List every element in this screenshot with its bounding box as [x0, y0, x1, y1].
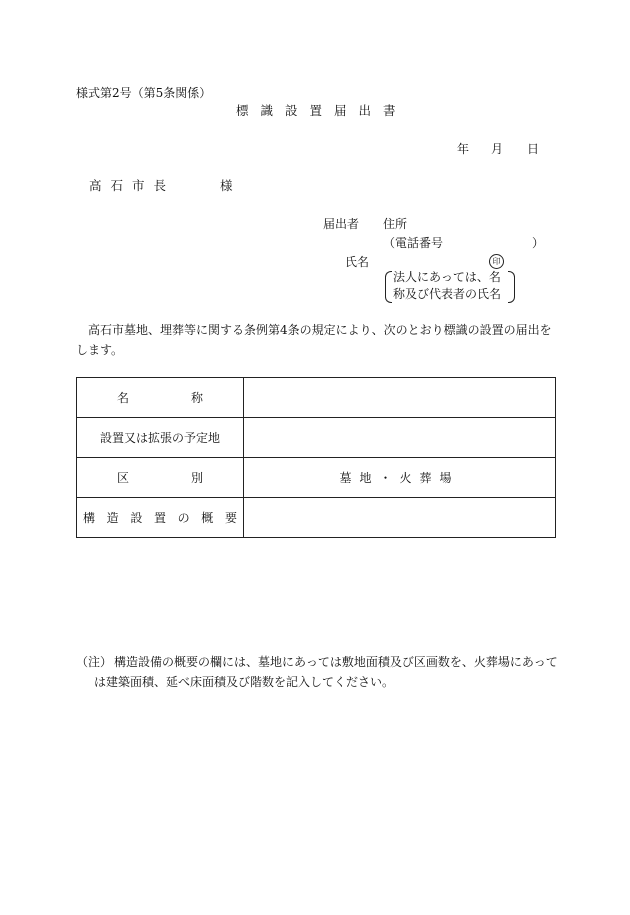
- structure-row-label: [77, 498, 244, 538]
- table-row: [77, 458, 556, 498]
- location-row-value[interactable]: [244, 418, 556, 458]
- label-part: 置: [153, 511, 166, 525]
- category-row-value[interactable]: 墓地・火葬場: [244, 458, 556, 498]
- corp-note-line1: 法人にあっては、名: [393, 270, 501, 284]
- addressee-name: 高石市長: [89, 178, 176, 193]
- label-part: 要: [224, 511, 237, 525]
- name-row-value[interactable]: [244, 378, 556, 418]
- label-part: の: [177, 511, 190, 525]
- phone-close-paren: ）: [532, 236, 545, 250]
- phone-label: （電話番号: [383, 236, 444, 250]
- structure-row-value[interactable]: [244, 498, 556, 538]
- notification-table: [76, 377, 556, 538]
- note-line2: は建築面積、延べ床面積及び階数を記入してください。: [94, 675, 395, 689]
- note-line1: 構造設備の概要の欄には、墓地にあっては敷地面積及び区画数を、火葬場にあって: [114, 655, 558, 669]
- addressee-honorific: 様: [220, 178, 233, 193]
- label-part: 別: [190, 471, 203, 485]
- label-part: 造: [106, 511, 119, 525]
- label-part: 称: [190, 391, 203, 405]
- date-year-label: 年: [457, 142, 470, 156]
- left-bracket: [385, 271, 392, 303]
- label-part: 概: [201, 511, 214, 525]
- date-day-label: 日: [527, 142, 540, 156]
- date-month-label: 月: [491, 142, 504, 156]
- right-bracket: [508, 271, 515, 303]
- label-part: 名: [117, 391, 130, 405]
- corp-note-line2: 称及び代表者の氏名: [393, 287, 502, 301]
- label-part: 設: [130, 511, 143, 525]
- table-row: [77, 498, 556, 538]
- submitter-label: 届出者: [323, 217, 360, 231]
- form-number: 様式第2号（第5条関係）: [76, 86, 212, 100]
- location-row-label: 設置又は拡張の予定地: [77, 418, 244, 458]
- name-label: 氏名: [345, 255, 370, 269]
- label-part: 区: [117, 471, 130, 485]
- table-row: [77, 418, 556, 458]
- seal-mark-icon: 印: [489, 254, 504, 269]
- document-title: 標識設置届出書: [236, 103, 408, 118]
- table-row: [77, 378, 556, 418]
- note-marker: （注）: [76, 655, 113, 669]
- address-label: 住所: [383, 217, 408, 231]
- label-part: 構: [83, 511, 96, 525]
- category-row-label: [77, 458, 244, 498]
- name-row-label: [77, 378, 244, 418]
- body-paragraph: 高石市墓地、埋葬等に関する条例第4条の規定により、次のとおり標識の設置の届出をします。: [76, 323, 552, 357]
